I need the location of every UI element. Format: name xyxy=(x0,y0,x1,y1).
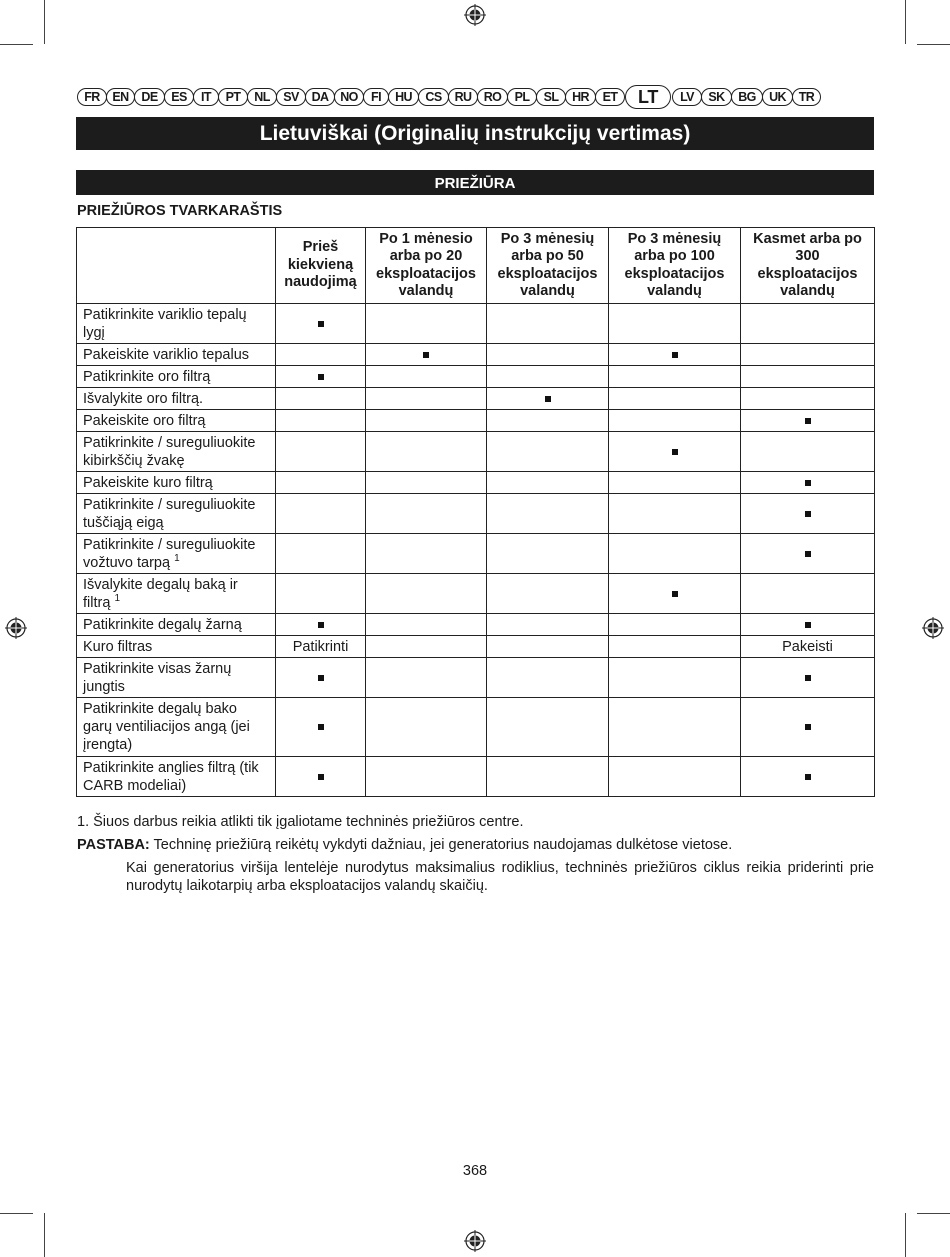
bullet-square-icon xyxy=(672,352,678,358)
schedule-text-cell: Pakeisti xyxy=(741,636,875,658)
schedule-mark-cell xyxy=(366,344,487,366)
empty-cell xyxy=(276,344,366,366)
empty-cell xyxy=(609,366,741,388)
empty-cell xyxy=(609,614,741,636)
schedule-mark-cell xyxy=(487,388,609,410)
task-label: Patikrinkite oro filtrą xyxy=(83,368,211,385)
bullet-square-icon xyxy=(805,774,811,780)
crop-mark xyxy=(905,0,906,44)
language-sl[interactable]: SL xyxy=(536,88,566,106)
empty-cell xyxy=(487,344,609,366)
crop-mark xyxy=(905,1213,906,1257)
empty-cell xyxy=(487,757,609,797)
bullet-square-icon xyxy=(805,418,811,424)
empty-cell xyxy=(276,410,366,432)
column-header: Prieš kiekvieną naudojimą xyxy=(276,228,366,304)
empty-cell xyxy=(276,432,366,472)
empty-cell xyxy=(741,366,875,388)
language-ro[interactable]: RO xyxy=(477,88,508,106)
empty-cell xyxy=(487,410,609,432)
table-row xyxy=(77,614,875,636)
schedule-mark-cell xyxy=(741,658,875,698)
task-label: Patikrinkite degalų bako garų ventiliacijos angą (jei įrengta) xyxy=(83,701,250,753)
schedule-mark-cell xyxy=(276,698,366,757)
task-label: Patikrinkite variklio tepalų lygį xyxy=(83,306,247,341)
task-cell xyxy=(77,698,276,757)
bullet-square-icon xyxy=(318,724,324,730)
empty-cell xyxy=(366,366,487,388)
table-row xyxy=(77,410,875,432)
language-sv[interactable]: SV xyxy=(276,88,306,106)
crop-mark xyxy=(44,0,45,44)
empty-cell xyxy=(487,636,609,658)
bullet-square-icon xyxy=(318,321,324,327)
footnote-ref: 1 xyxy=(174,552,180,564)
schedule-mark-cell xyxy=(276,304,366,344)
schedule-mark-cell xyxy=(276,614,366,636)
task-label: Patikrinkite / sureguliuokite tuščiąją eigą xyxy=(83,496,256,531)
empty-cell xyxy=(366,574,487,614)
language-lv[interactable]: LV xyxy=(672,88,702,106)
task-cell xyxy=(77,757,276,797)
empty-cell xyxy=(741,574,875,614)
bullet-square-icon xyxy=(318,675,324,681)
table-row xyxy=(77,388,875,410)
note xyxy=(77,837,732,853)
bullet-square-icon xyxy=(545,396,551,402)
language-no[interactable]: NO xyxy=(334,88,364,106)
empty-cell xyxy=(276,472,366,494)
bullet-square-icon xyxy=(805,675,811,681)
schedule-mark-cell xyxy=(609,344,741,366)
language-selector xyxy=(77,86,874,108)
empty-cell xyxy=(609,304,741,344)
task-label: Pakeiskite oro filtrą xyxy=(83,412,206,429)
language-fr[interactable]: FR xyxy=(77,88,107,106)
schedule-mark-cell xyxy=(276,757,366,797)
empty-cell xyxy=(487,614,609,636)
language-pt[interactable]: PT xyxy=(218,88,248,106)
bullet-square-icon xyxy=(318,622,324,628)
empty-cell xyxy=(366,614,487,636)
crop-mark xyxy=(0,44,33,45)
crop-mark xyxy=(917,44,950,45)
crop-mark xyxy=(917,1213,950,1214)
empty-cell xyxy=(487,432,609,472)
empty-cell xyxy=(609,494,741,534)
bullet-square-icon xyxy=(805,551,811,557)
schedule-mark-cell xyxy=(609,574,741,614)
table-row xyxy=(77,698,875,757)
column-header xyxy=(77,228,276,304)
column-header: Po 1 mėnesio arba po 20 eksploatacijos valandų xyxy=(366,228,487,304)
task-cell xyxy=(77,574,276,614)
empty-cell xyxy=(366,472,487,494)
task-label: Patikrinkite / sureguliuokite vožtuvo tarpą xyxy=(83,536,256,571)
empty-cell xyxy=(487,574,609,614)
schedule-mark-cell xyxy=(276,658,366,698)
language-pl[interactable]: PL xyxy=(507,88,537,106)
schedule-title: PRIEŽIŪROS TVARKARAŠTIS xyxy=(77,203,283,219)
table-row xyxy=(77,432,875,472)
language-hr[interactable]: HR xyxy=(565,88,596,106)
task-label: Patikrinkite visas žarnų jungtis xyxy=(83,660,232,695)
empty-cell xyxy=(366,534,487,574)
empty-cell xyxy=(487,366,609,388)
column-header: Kasmet arba po 300 eksploatacijos valandų xyxy=(741,228,875,304)
empty-cell xyxy=(276,494,366,534)
task-cell xyxy=(77,614,276,636)
page-number: 368 xyxy=(462,1163,488,1179)
schedule-mark-cell xyxy=(741,534,875,574)
language-da[interactable]: DA xyxy=(305,88,335,106)
empty-cell xyxy=(487,698,609,757)
empty-cell xyxy=(366,658,487,698)
empty-cell xyxy=(741,304,875,344)
schedule-mark-cell xyxy=(276,366,366,388)
language-tr[interactable]: TR xyxy=(792,88,821,106)
language-cs[interactable]: CS xyxy=(418,88,449,106)
maintenance-schedule-table xyxy=(76,227,875,797)
note-label: PASTABA: xyxy=(77,837,150,853)
language-en[interactable]: EN xyxy=(106,88,135,106)
empty-cell xyxy=(487,472,609,494)
task-cell xyxy=(77,636,276,658)
crop-mark xyxy=(0,1213,33,1214)
task-cell xyxy=(77,344,276,366)
note-text: Techninę priežiūrą reikėtų vykdyti dažniau, jei generatorius naudojamas dulkėtose vietose. xyxy=(149,837,733,853)
language-lt[interactable]: LT xyxy=(625,85,671,109)
task-label: Pakeiskite variklio tepalus xyxy=(83,346,250,363)
empty-cell xyxy=(741,388,875,410)
language-et[interactable]: ET xyxy=(595,88,625,106)
footnote-ref: 1 xyxy=(114,592,120,604)
table-row xyxy=(77,494,875,534)
empty-cell xyxy=(366,410,487,432)
empty-cell xyxy=(741,344,875,366)
language-fi[interactable]: FI xyxy=(363,88,389,106)
schedule-mark-cell xyxy=(609,432,741,472)
task-cell xyxy=(77,410,276,432)
schedule-text-cell: Patikrinti xyxy=(276,636,366,658)
empty-cell xyxy=(366,636,487,658)
empty-cell xyxy=(741,432,875,472)
section-heading: PRIEŽIŪRA xyxy=(76,170,874,195)
empty-cell xyxy=(276,574,366,614)
bullet-square-icon xyxy=(805,511,811,517)
task-cell xyxy=(77,304,276,344)
task-cell xyxy=(77,658,276,698)
empty-cell xyxy=(366,388,487,410)
task-label: Išvalykite oro filtrą. xyxy=(83,390,204,407)
task-label: Pakeiskite kuro filtrą xyxy=(83,474,213,491)
empty-cell xyxy=(609,698,741,757)
empty-cell xyxy=(487,494,609,534)
crop-mark xyxy=(44,1213,45,1257)
table-row xyxy=(77,757,875,797)
registration-mark-icon xyxy=(5,617,27,639)
schedule-mark-cell xyxy=(741,410,875,432)
bullet-square-icon xyxy=(318,774,324,780)
task-cell xyxy=(77,388,276,410)
bullet-square-icon xyxy=(423,352,429,358)
table-row xyxy=(77,574,875,614)
empty-cell xyxy=(609,534,741,574)
language-it[interactable]: IT xyxy=(193,88,219,106)
task-label: Kuro filtras xyxy=(83,638,153,655)
language-bg[interactable]: BG xyxy=(731,88,763,106)
bullet-square-icon xyxy=(805,480,811,486)
empty-cell xyxy=(366,304,487,344)
task-cell xyxy=(77,494,276,534)
language-de[interactable]: DE xyxy=(134,88,165,106)
column-header: Po 3 mėnesių arba po 50 eksploatacijos valandų xyxy=(487,228,609,304)
task-label: Išvalykite degalų baką ir filtrą xyxy=(83,576,238,611)
bullet-square-icon xyxy=(805,622,811,628)
bullet-square-icon xyxy=(672,449,678,455)
language-nl[interactable]: NL xyxy=(247,88,277,106)
table-row xyxy=(77,534,875,574)
language-sk[interactable]: SK xyxy=(701,88,732,106)
bullet-square-icon xyxy=(805,724,811,730)
table-row xyxy=(77,304,875,344)
task-cell xyxy=(77,432,276,472)
schedule-mark-cell xyxy=(741,698,875,757)
registration-mark-icon xyxy=(464,4,486,26)
table-row xyxy=(77,366,875,388)
table-row xyxy=(77,344,875,366)
registration-mark-icon xyxy=(922,617,944,639)
schedule-mark-cell xyxy=(741,472,875,494)
task-cell xyxy=(77,472,276,494)
language-es[interactable]: ES xyxy=(164,88,194,106)
empty-cell xyxy=(609,388,741,410)
empty-cell xyxy=(609,410,741,432)
empty-cell xyxy=(609,658,741,698)
table-row xyxy=(77,636,875,658)
registration-mark-icon xyxy=(464,1230,486,1252)
empty-cell xyxy=(276,388,366,410)
task-label: Patikrinkite degalų žarną xyxy=(83,616,242,633)
table-header-row xyxy=(77,228,875,304)
language-ru[interactable]: RU xyxy=(448,88,478,106)
task-cell xyxy=(77,534,276,574)
bullet-square-icon xyxy=(672,591,678,597)
empty-cell xyxy=(366,698,487,757)
task-label: Patikrinkite / sureguliuokite kibirkščių žvakę xyxy=(83,434,256,469)
empty-cell xyxy=(609,636,741,658)
column-header: Po 3 mėnesių arba po 100 eksploatacijos valandų xyxy=(609,228,741,304)
language-uk[interactable]: UK xyxy=(762,88,793,106)
schedule-mark-cell xyxy=(741,494,875,534)
empty-cell xyxy=(366,432,487,472)
empty-cell xyxy=(609,472,741,494)
task-cell xyxy=(77,366,276,388)
task-label: Patikrinkite anglies filtrą (tik CARB modeliai) xyxy=(83,759,259,794)
footnote: 1. Šiuos darbus reikia atlikti tik įgaliotame techninės priežiūros centre. xyxy=(77,814,524,830)
table-row xyxy=(77,472,875,494)
empty-cell xyxy=(487,304,609,344)
empty-cell xyxy=(487,534,609,574)
page-title: Lietuviškai (Originalių instrukcijų vertimas) xyxy=(76,117,874,150)
schedule-mark-cell xyxy=(741,757,875,797)
empty-cell xyxy=(276,534,366,574)
note-paragraph: Kai generatorius viršija lentelėje nurodytus maksimalius rodiklius, techninės priežiūros ciklus reikia priderinti prie nurodytų laikotarpių arba eksploatacijos valandų skaičių. xyxy=(126,860,874,894)
empty-cell xyxy=(487,658,609,698)
empty-cell xyxy=(609,757,741,797)
schedule-mark-cell xyxy=(741,614,875,636)
language-hu[interactable]: HU xyxy=(388,88,419,106)
empty-cell xyxy=(366,757,487,797)
bullet-square-icon xyxy=(318,374,324,380)
empty-cell xyxy=(366,494,487,534)
table-row xyxy=(77,658,875,698)
